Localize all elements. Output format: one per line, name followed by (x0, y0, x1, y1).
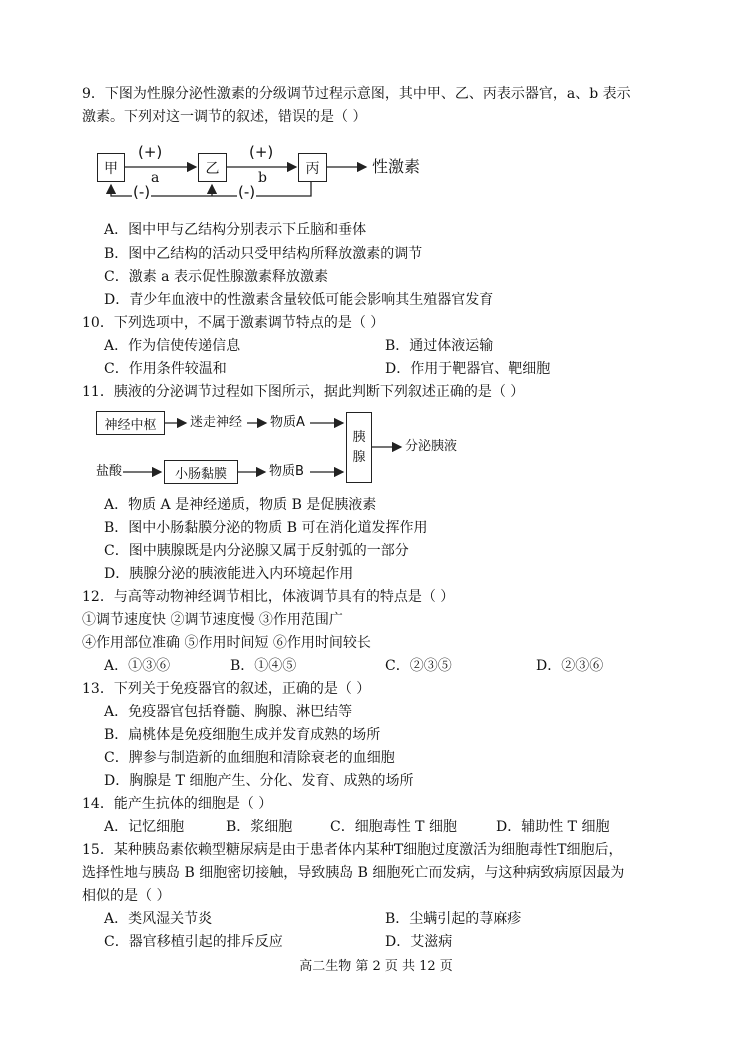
q10-option-d: D．作用于靶器官、靶细胞 (385, 361, 551, 377)
q15-option-b: B．尘螨引起的荨麻疹 (385, 911, 522, 927)
q10-stem: 10．下列选项中，不属于激素调节特点的是（ ） (82, 315, 385, 331)
q11-option-d: D．胰腺分泌的胰液能进入内环境起作用 (104, 566, 354, 582)
q9-stem-line2: 激素。下列对这一调节的叙述，错误的是（ ） (82, 109, 367, 125)
box-bing: 丙 (298, 153, 327, 182)
q11-option-a: A．物质 A 是神经递质，物质 B 是促胰液素 (104, 497, 377, 513)
label-hcl: 盐酸 (96, 464, 123, 479)
pancreas-char-2: 腺 (352, 449, 366, 465)
q13-option-d: D．胸腺是 T 细胞产生、分化、发育、成熟的场所 (104, 773, 414, 789)
q12-items-line2: ④作用部位准确 ⑤作用时间短 ⑥作用时间较长 (82, 635, 371, 651)
q11-option-c: C．图中胰腺既是内分泌腺又属于反射弧的一部分 (104, 543, 409, 559)
q9-option-c: C．激素 a 表示促性腺激素释放激素 (104, 269, 328, 285)
box-pancreas (346, 412, 372, 483)
q14-stem: 14．能产生抗体的细胞是（ ） (82, 796, 273, 812)
q10-option-a: A．作为信使传递信息 (104, 338, 241, 354)
q13-stem: 13．下列关于免疫器官的叙述，正确的是（ ） (82, 681, 371, 697)
q9-option-b: B．图中乙结构的活动只受甲结构所释放激素的调节 (104, 246, 423, 262)
q13-option-a: A．免疫器官包括脊髓、胸腺、淋巴结等 (104, 704, 353, 720)
box-yi: 乙 (198, 153, 227, 182)
q13-option-c: C．脾参与制造新的血细胞和清除衰老的血细胞 (104, 750, 395, 766)
label-vagus: 迷走神经 (190, 415, 243, 430)
q14-option-c: C．细胞毒性 T 细胞 (330, 819, 457, 835)
q15-option-d: D．艾滋病 (385, 934, 453, 950)
label-minus-left: (-) (133, 183, 151, 201)
q15-stem-line2: 选择性地与胰岛 B 细胞密切接触，导致胰岛 B 细胞死亡而发病，与这种病致病原因最为 (82, 865, 625, 881)
q15-stem-line1: 15．某种胰岛素依赖型糖尿病是由于患者体内某种T细胞过度激活为细胞毒性T细胞后， (82, 842, 623, 858)
q14-option-b: B．浆细胞 (226, 819, 293, 835)
q15-option-c: C．器官移植引起的排斥反应 (104, 934, 283, 950)
label-output: 性激素 (372, 157, 421, 176)
q12-items-line1: ①调节速度快 ②调节速度慢 ③作用范围广 (82, 612, 343, 628)
q10-option-c: C．作用条件较温和 (104, 361, 227, 377)
q11-stem: 11．胰液的分泌调节过程如下图所示，据此判断下列叙述正确的是（ ） (82, 384, 525, 400)
label-substance-a: 物质A (270, 415, 305, 430)
q12-option-c: C．②③⑤ (385, 658, 452, 674)
q12-stem: 12．与高等动物神经调节相比，体液调节具有的特点是（ ） (82, 589, 455, 605)
q12-option-d: D．②③⑥ (536, 658, 604, 674)
box-intestine: 小肠黏膜 (164, 460, 238, 484)
q15-stem-line3: 相似的是（ ） (82, 888, 171, 904)
pancreas-char-1: 胰 (352, 429, 366, 445)
label-substance-b: 物质B (269, 464, 304, 479)
label-a: a (151, 170, 160, 186)
label-b: b (258, 170, 267, 186)
q11-option-b: B．图中小肠黏膜分泌的物质 B 可在消化道发挥作用 (104, 520, 428, 536)
q9-stem-line1: 9．下图为性腺分泌性激素的分级调节过程示意图，其中甲、乙、丙表示器官，a、b 表示 (82, 86, 631, 102)
q12-option-a: A．①③⑥ (104, 658, 171, 674)
page-footer: 高二生物 第 2 页 共 12 页 (299, 959, 453, 974)
label-plus-b: (+) (249, 143, 274, 161)
q10-option-b: B．通过体液运输 (385, 338, 494, 354)
q12-option-b: B．①④⑤ (230, 658, 297, 674)
label-minus-right: (-) (238, 183, 256, 201)
q14-option-a: A．记忆细胞 (104, 819, 185, 835)
q15-option-a: A．类风湿关节炎 (104, 911, 213, 927)
q9-option-a: A．图中甲与乙结构分别表示下丘脑和垂体 (104, 222, 367, 238)
q14-option-d: D．辅助性 T 细胞 (496, 819, 610, 835)
q9-option-d: D．青少年血液中的性激素含量较低可能会影响其生殖器官发育 (104, 292, 494, 308)
label-secrete: 分泌胰液 (405, 439, 458, 454)
box-nerve-center: 神经中枢 (96, 411, 165, 435)
label-plus-a: (+) (138, 143, 163, 161)
box-jia: 甲 (97, 153, 125, 182)
q13-option-b: B．扁桃体是免疫细胞生成并发育成熟的场所 (104, 727, 381, 743)
